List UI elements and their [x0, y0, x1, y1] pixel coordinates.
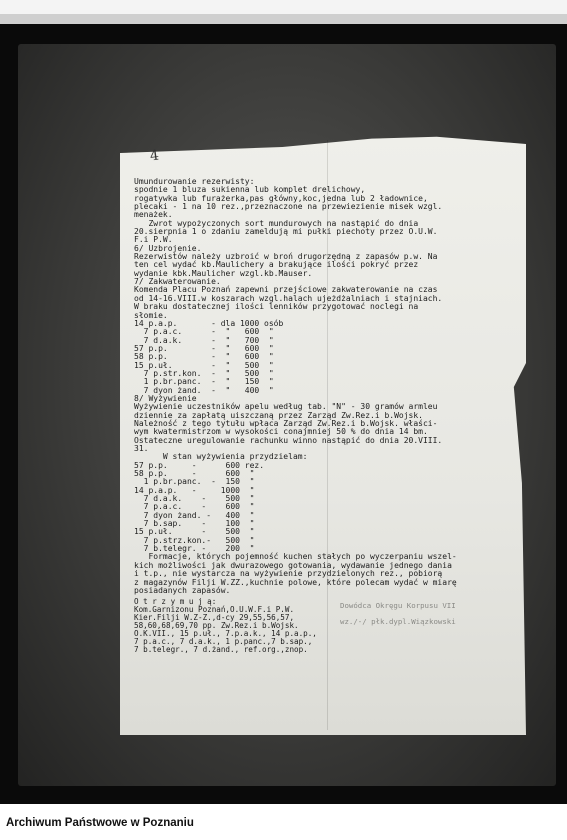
- distribution-line: 58,60,68,69,70 pp. Zw.Rez.i b.Wojsk.: [134, 621, 299, 630]
- document-line: 7 p.str.kon. - " 500 ": [134, 368, 274, 378]
- document-line: 58 p.p. - " 600 ": [134, 352, 274, 362]
- document-line: i t.p., nie wystarcza na wyżywienie przydzielonych rez., pobiorą: [134, 569, 443, 579]
- distribution-line: 7 p.a.c., 7 d.a.k., 1 p.panc.,7 b.sap.,: [134, 637, 313, 646]
- document-line: 7 d.a.k. - " 700 ": [134, 335, 274, 345]
- distribution-line: Kier.Filji W.Z-Z.,d-cy 29,55,56,57,: [134, 613, 295, 622]
- signature-block: [340, 598, 456, 630]
- document-line: 1 p.br.panc. - " 150 ": [134, 377, 274, 387]
- archive-caption-bar: [0, 804, 567, 840]
- distribution-list: [134, 598, 334, 654]
- distribution-line: O.K.VII., 15 p.uł., 7.p.a.k., 14 p.a.p.,: [134, 629, 317, 638]
- document-line: Ostateczne uregulowanie rachunku winno nastąpić do dnia 20.VIII.: [134, 435, 443, 445]
- document-line: 7 b.sap. - 100 ": [134, 519, 255, 529]
- document-line: 7 p.a.c. - " 600 ": [134, 327, 274, 337]
- document-line: W stan wyżywienia przydzielam:: [134, 452, 308, 462]
- document-line: od 14-16.VIII.w koszarach wzgl.halach ujeżdżalniach i stajniach.: [134, 293, 443, 303]
- document-line: 14 p.a.p. - 1000 ": [134, 485, 255, 495]
- document-line: kich możliwości jak dwurazowego gotowania, wydawanie jednego dania: [134, 560, 452, 570]
- document-line: Należność z tego tytułu wpłaca Zarząd Zw.Rez.i b.Wojsk. właści-: [134, 418, 438, 428]
- distribution-line: Kom.Garnizonu Poznań,O.U.W.F.i P.W.: [134, 605, 295, 614]
- document-line: menażek.: [134, 210, 173, 220]
- archive-caption: Archiwum Państwowe w Poznaniu: [6, 817, 194, 829]
- document-body: [134, 178, 514, 595]
- document-line: 31.: [134, 444, 149, 453]
- document-line: Formacje, których pojemność kuchen stałych po wyczerpaniu wszel-: [134, 552, 457, 562]
- document-line: 7/ Zakwaterowanie.: [134, 277, 221, 287]
- document-line: rogatywka lub furażerka,pas główny,koc,jedna lub 2 ładownice,: [134, 193, 428, 203]
- document-line: spodnie 1 bluza sukienna lub komplet drelichowy,: [134, 185, 366, 195]
- document-line: 58 p.p. - 600 ": [134, 469, 255, 479]
- document-line: 15 p.uł. - 500 ": [134, 527, 255, 537]
- document-line: posiadanych zapasów.: [134, 585, 231, 595]
- document-line: 7 dyon żand. - " 400 ": [134, 385, 274, 395]
- document-line: F.i P.W.: [134, 235, 173, 245]
- document-line: Rezerwistów należy uzbroić w broń drugorzędną z zapasów p.w. Na: [134, 252, 438, 262]
- top-strip: [0, 14, 567, 24]
- document-line: Wyżywienie uczestników apelu według tab. "N" - 30 gramów armleu: [134, 402, 438, 412]
- document-line: 15 p.uł. - " 500 ": [134, 360, 274, 370]
- document-line: 7 p.a.c. - 600 ": [134, 502, 255, 512]
- document-line: 1 p.br.panc. - 150 ": [134, 477, 255, 487]
- document-line: 57 p.p. - 600 rez.: [134, 460, 265, 470]
- signature-line: Dowódca Okręgu Korpusu VII: [340, 601, 456, 610]
- distribution-line: 7 b.telegr., 7 d.żand., ref.org.,znop.: [134, 645, 308, 654]
- document-line: Komenda Placu Poznań zapewni przejściowe zakwaterowanie na czas: [134, 285, 438, 295]
- document-line: wydanie kbk.Maulicher wzgl.kb.Mauser.: [134, 268, 313, 278]
- document-line: 7 b.telegr. - 200 ": [134, 544, 255, 554]
- distribution-line: O t r z y m u j ą:: [134, 597, 217, 606]
- document-line: 7 d.a.k. - 500 ": [134, 494, 255, 504]
- signature-line: wz./-/ płk.dypl.Wiązkowski: [340, 617, 456, 626]
- document-line: 57 p.p. - " 600 ": [134, 343, 274, 353]
- document-line: 8/ Wyżywienie: [134, 393, 197, 403]
- document-line: plecaki - 1 na 10 rez.,przeznaczone na przewiezienie misek wzgl.: [134, 202, 443, 212]
- document-line: 14 p.a.p. - dla 1000 osób: [134, 318, 284, 328]
- document-line: 20.sierpnia 1 o zdaniu zameldują mi pułki piechoty przez O.U.W.: [134, 227, 438, 237]
- document-line: 7 dyon żand. - 400 ": [134, 510, 255, 520]
- top-margin: [0, 0, 567, 14]
- document-line: 7 p.strz.kon.- 500 ": [134, 535, 255, 545]
- document-line: z magazynów Filji W.ZZ.,kuchnie polowe, które polecam wydać w miarę: [134, 577, 457, 587]
- document-line: Umundurowanie rezerwisty:: [134, 177, 255, 186]
- document-line: dziennie za zapłatą uiszczaną przez Zarząd Zw.Rez.i b.Wojsk.: [134, 410, 423, 420]
- document-line: wym kwatermistrzom w wysokości conajmniej 50 % do dnia 14 bm.: [134, 427, 428, 437]
- document-line: Zwrot wypożyczonych sort mundurowych na nastąpić do dnia: [134, 218, 419, 228]
- document-line: W braku dostatecznej ilości lenników przygotować noclegi na: [134, 302, 419, 312]
- document-line: 6/ Uzbrojenie.: [134, 243, 202, 253]
- document-line: słomie.: [134, 310, 168, 320]
- document-line: ten cel wydać kb.Maulichery a brakujące ilości pokryć przez: [134, 260, 419, 270]
- margin-handwritten-mark: 4: [148, 147, 160, 165]
